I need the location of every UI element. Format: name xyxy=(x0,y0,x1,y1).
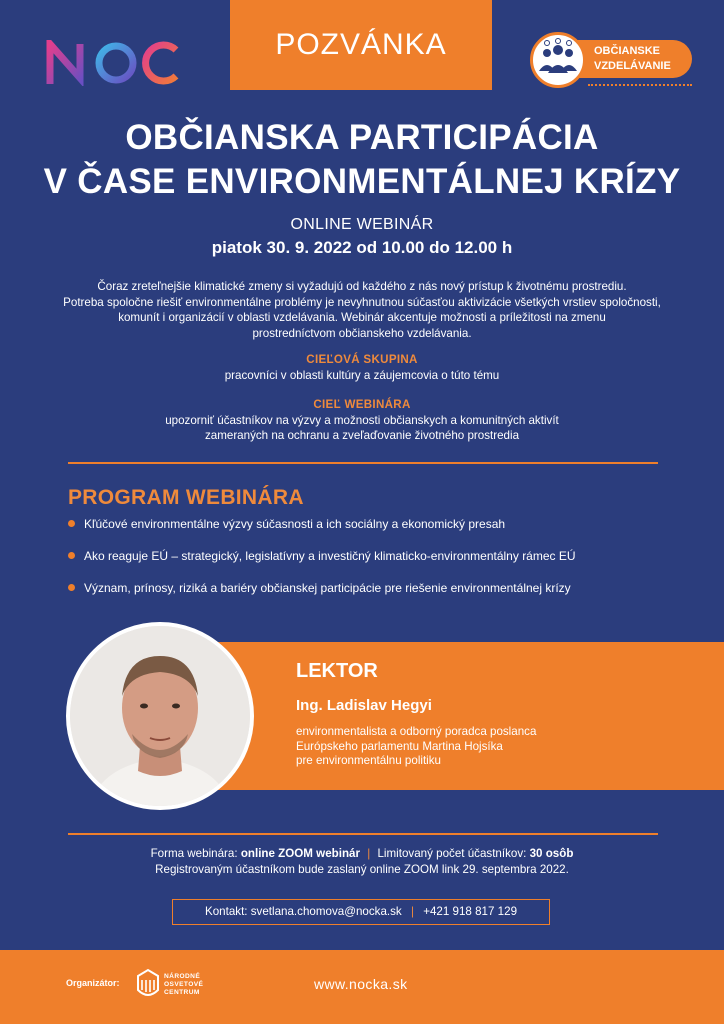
intro-text xyxy=(28,279,696,341)
divider-top xyxy=(68,462,658,464)
nos-logo-icon xyxy=(136,968,160,1000)
goal-line2: zameraných na ochranu a zveľaďovanie životného prostredia xyxy=(204,429,520,442)
goal-line1: upozorniť účastníkov na výzvy a možnosti občianskych a komunitných aktivít xyxy=(165,413,559,427)
main-title xyxy=(0,116,724,204)
badge-line1: OBČIANSKE xyxy=(594,45,661,57)
target-group-section xyxy=(0,352,724,383)
invitation-tab: POZVÁNKA xyxy=(230,0,492,90)
goal-section xyxy=(0,397,724,444)
program-item xyxy=(68,548,688,580)
registration-note: Registrovaným účastníkom bude zaslaný online ZOOM link 29. septembra 2022. xyxy=(155,863,569,876)
event-type: ONLINE WEBINÁR xyxy=(290,216,434,233)
program-title: PROGRAM WEBINÁRA xyxy=(68,486,304,509)
bullet-icon xyxy=(68,552,75,559)
divider-bottom xyxy=(68,833,658,835)
badge-label xyxy=(574,40,692,78)
noc-logo-graphic xyxy=(46,40,182,86)
form-value: online ZOOM webinár xyxy=(240,847,360,860)
bullet-icon xyxy=(68,520,75,527)
webinar-info-line1 xyxy=(0,846,724,862)
website-link[interactable]: www.nocka.sk xyxy=(314,976,408,992)
lector-desc-line1: environmentalista a odborný poradca poslanca xyxy=(296,725,537,738)
bullet-icon xyxy=(68,584,75,591)
badge-dotted-line xyxy=(588,84,692,86)
lector-desc-line2: Európskeho parlamentu Martina Hojsíka xyxy=(296,739,503,753)
program-item-text: Význam, prínosy, riziká a bariéry občianskej participácie pre riešenie environmentálnej krízy xyxy=(84,581,571,595)
limit-value: 30 osôb xyxy=(529,847,574,860)
nos-logo-text xyxy=(164,973,203,997)
program-item-text: Kľúčové environmentálne výzvy súčasnosti a ich sociálny a ekonomický presah xyxy=(84,517,506,531)
civic-education-badge xyxy=(530,32,692,84)
info-separator: | xyxy=(367,847,371,860)
webinar-info xyxy=(0,846,724,878)
contact-separator: | xyxy=(410,905,414,918)
program-item xyxy=(68,580,688,612)
org-line2: OSVETOVÉ xyxy=(164,981,204,988)
badge-line2: VZDELÁVANIE xyxy=(594,60,671,72)
contact-email-link[interactable]: svetlana.chomova@nocka.sk xyxy=(250,905,402,918)
form-label: Forma webinára: xyxy=(150,847,238,860)
target-group-text: pracovníci v oblasti kultúry a záujemcovia o túto tému xyxy=(224,368,500,382)
portrait-illustration xyxy=(70,626,250,806)
event-datetime: piatok 30. 9. 2022 od 10.00 do 12.00 h xyxy=(211,238,513,257)
goal-label: CIEĽ WEBINÁRA xyxy=(313,398,411,411)
limit-label: Limitovaný počet účastníkov: xyxy=(377,847,527,860)
org-line3: CENTRUM xyxy=(164,989,200,996)
target-group-label: CIEĽOVÁ SKUPINA xyxy=(306,353,418,366)
lector-name: Ing. Ladislav Hegyi xyxy=(296,697,432,714)
intro-line1: Čoraz zreteľnejšie klimatické zmeny si vyžadujú od každého z nás nový prístup k životnému prostrediu. xyxy=(97,280,627,293)
program-list xyxy=(68,516,688,612)
intro-line2: Potreba spoločne riešiť environmentálne problémy je nevyhnutnou súčasťou aktivizácie všetkých vrstiev spoločnosti, xyxy=(63,295,661,309)
title-line2: V ČASE ENVIRONMENTÁLNEJ KRÍZY xyxy=(43,162,681,201)
lector-description xyxy=(296,725,626,769)
intro-line3: komunít i organizácií v oblasti vzdelávania. Webinár akcentuje možnosti a príležitosti na zmenu xyxy=(118,311,606,324)
organizer-label: Organizátor: xyxy=(66,978,120,988)
people-icon xyxy=(530,32,586,88)
title-line1: OBČIANSKA PARTICIPÁCIA xyxy=(125,118,599,157)
contact-phone-link[interactable]: +421 918 817 129 xyxy=(423,905,518,918)
contact-box xyxy=(172,899,550,925)
noc-logo xyxy=(46,40,182,86)
lector-desc-line3: pre environmentálnu politiku xyxy=(296,754,442,767)
lector-photo xyxy=(66,622,254,810)
intro-line4: prostredníctvom občianskeho vzdelávania. xyxy=(252,326,472,340)
org-line1: NÁRODNÉ xyxy=(164,973,201,980)
contact-label: Kontakt: xyxy=(204,905,248,918)
lector-title: LEKTOR xyxy=(296,660,378,682)
program-item-text: Ako reaguje EÚ – strategický, legislatívny a investičný klimaticko-environmentálny rámec EÚ xyxy=(84,549,576,563)
program-item xyxy=(68,516,688,548)
